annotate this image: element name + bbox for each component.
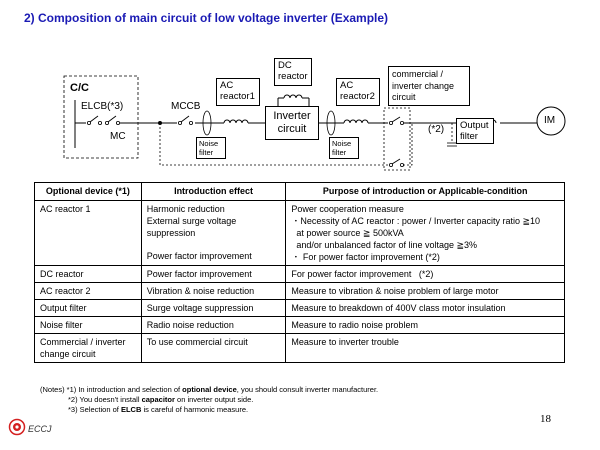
note1-c: , you should consult inverter manufacturer. bbox=[236, 385, 379, 394]
noise-filter2-line2: filter bbox=[332, 148, 347, 157]
cell-purpose bbox=[286, 201, 565, 266]
note1-b: optional device bbox=[182, 385, 237, 394]
page-title: 2) Composition of main circuit of low voltage inverter (Example) bbox=[24, 11, 389, 25]
motor-label: IM bbox=[544, 115, 556, 126]
cell-effect: Vibration & noise reduction bbox=[141, 283, 286, 300]
cell-device: AC reactor 2 bbox=[35, 283, 142, 300]
noise-filter-box-2 bbox=[329, 137, 359, 159]
note1-a: (Notes) *1) In introduction and selection of bbox=[40, 385, 183, 394]
header-effect: Introduction effect bbox=[141, 183, 286, 201]
note2-b: capacitor bbox=[141, 395, 175, 404]
elcb-label: ELCB(*3) bbox=[81, 101, 124, 112]
ac-reactor2-box bbox=[336, 78, 380, 106]
cell-effect: Power factor improvement bbox=[141, 266, 286, 283]
effect-line: External surge voltage bbox=[146, 216, 237, 226]
eccj-logo-icon bbox=[8, 418, 26, 436]
header-device: Optional device (*1) bbox=[35, 183, 142, 201]
cell-device: Output filter bbox=[35, 300, 142, 317]
cc-label: C/C bbox=[70, 82, 89, 94]
table-row bbox=[35, 317, 565, 334]
table-row bbox=[35, 283, 565, 300]
noise-filter1-line2: filter bbox=[199, 148, 214, 157]
output-filter-line2: filter bbox=[460, 131, 478, 142]
ac-reactor1-line1: AC bbox=[220, 80, 234, 91]
table-row bbox=[35, 300, 565, 317]
effect-line: suppression bbox=[146, 228, 196, 238]
cell-device: Noise filter bbox=[35, 317, 142, 334]
ac-reactor1-box bbox=[216, 78, 260, 106]
note2-c: on inverter output side. bbox=[174, 395, 254, 404]
effect-spacer bbox=[147, 239, 281, 250]
note2-a: *2) You doesn't install bbox=[68, 395, 142, 404]
cell-effect: Surge voltage suppression bbox=[141, 300, 286, 317]
noise-filter2-line1: Noise bbox=[332, 139, 352, 148]
commercial-line2: inverter change bbox=[392, 80, 455, 91]
elcb-switch bbox=[86, 116, 120, 127]
device-line: Commercial / inverter bbox=[40, 337, 126, 347]
note-1 bbox=[40, 385, 378, 395]
table-row bbox=[35, 201, 565, 266]
notes bbox=[40, 385, 378, 415]
purpose-line: and/or unbalanced factor of line voltage ≧3% bbox=[291, 240, 478, 250]
cell-purpose: Measure to vibration & noise problem of large motor bbox=[286, 283, 565, 300]
output-filter-box bbox=[456, 118, 494, 144]
ac-reactor2-line2: reactor2 bbox=[340, 91, 375, 102]
header-purpose: Purpose of introduction or Applicable-condition bbox=[286, 183, 565, 201]
cell-effect: To use commercial circuit bbox=[141, 334, 286, 363]
commercial-change-box bbox=[388, 66, 470, 106]
cell-purpose: Measure to radio noise problem bbox=[286, 317, 565, 334]
purpose-line: ・ For power factor improvement (*2) bbox=[291, 252, 440, 262]
note3-a: *3) Selection of bbox=[68, 405, 121, 414]
note-2 bbox=[40, 395, 378, 405]
table-header-row bbox=[35, 183, 565, 201]
page-number: 18 bbox=[540, 413, 551, 425]
note2-marker: (*2) bbox=[428, 124, 445, 135]
dc-reactor-line1: DC bbox=[278, 60, 292, 71]
dc-reactor-box bbox=[274, 58, 312, 86]
dc-reactor-line2: reactor bbox=[278, 71, 308, 82]
cell-device: DC reactor bbox=[35, 266, 142, 283]
logo-text: ECCJ bbox=[28, 424, 52, 434]
mccb-switch bbox=[177, 116, 195, 127]
table-row bbox=[35, 334, 565, 363]
cell-device: AC reactor 1 bbox=[35, 201, 142, 266]
purpose-line: at power source ≧ 500kVA bbox=[291, 228, 404, 238]
mc-label: MC bbox=[110, 131, 126, 142]
cell-purpose: Measure to breakdown of 400V class motor insulation bbox=[286, 300, 565, 317]
inverter-line2: circuit bbox=[277, 123, 307, 135]
note3-c: is careful of harmonic measure. bbox=[141, 405, 249, 414]
inverter-line1: Inverter bbox=[273, 110, 311, 122]
options-table bbox=[34, 182, 565, 363]
note-3 bbox=[40, 405, 378, 415]
noise-filter1-line1: Noise bbox=[199, 139, 219, 148]
cell-purpose: Measure to inverter trouble bbox=[286, 334, 565, 363]
commercial-line3: circuit bbox=[392, 92, 416, 102]
cell-device bbox=[35, 334, 142, 363]
dc-reactor-coil bbox=[284, 95, 302, 98]
effect-line: Harmonic reduction bbox=[146, 204, 225, 214]
purpose-line: ・Necessity of AC reactor : power / Inverter capacity ratio ≧10 bbox=[291, 216, 541, 226]
ac-reactor1-line2: reactor1 bbox=[220, 91, 255, 102]
table-row bbox=[35, 266, 565, 283]
inverter-circuit-box bbox=[265, 106, 319, 140]
cell-effect bbox=[141, 201, 286, 266]
output-filter-line1: Output bbox=[460, 120, 489, 131]
device-line: change circuit bbox=[40, 349, 96, 359]
cell-effect: Radio noise reduction bbox=[141, 317, 286, 334]
effect-line: Power factor improvement bbox=[146, 251, 252, 261]
commercial-line1: commercial / bbox=[392, 69, 444, 79]
ac-reactor2-line1: AC bbox=[340, 80, 354, 91]
mccb-label: MCCB bbox=[171, 101, 201, 112]
cell-purpose: For power factor improvement (*2) bbox=[286, 266, 565, 283]
purpose-line: Power cooperation measure bbox=[291, 204, 404, 214]
noise-filter-box-1 bbox=[196, 137, 226, 159]
note3-b: ELCB bbox=[120, 405, 142, 414]
circuit-diagram bbox=[0, 0, 600, 182]
